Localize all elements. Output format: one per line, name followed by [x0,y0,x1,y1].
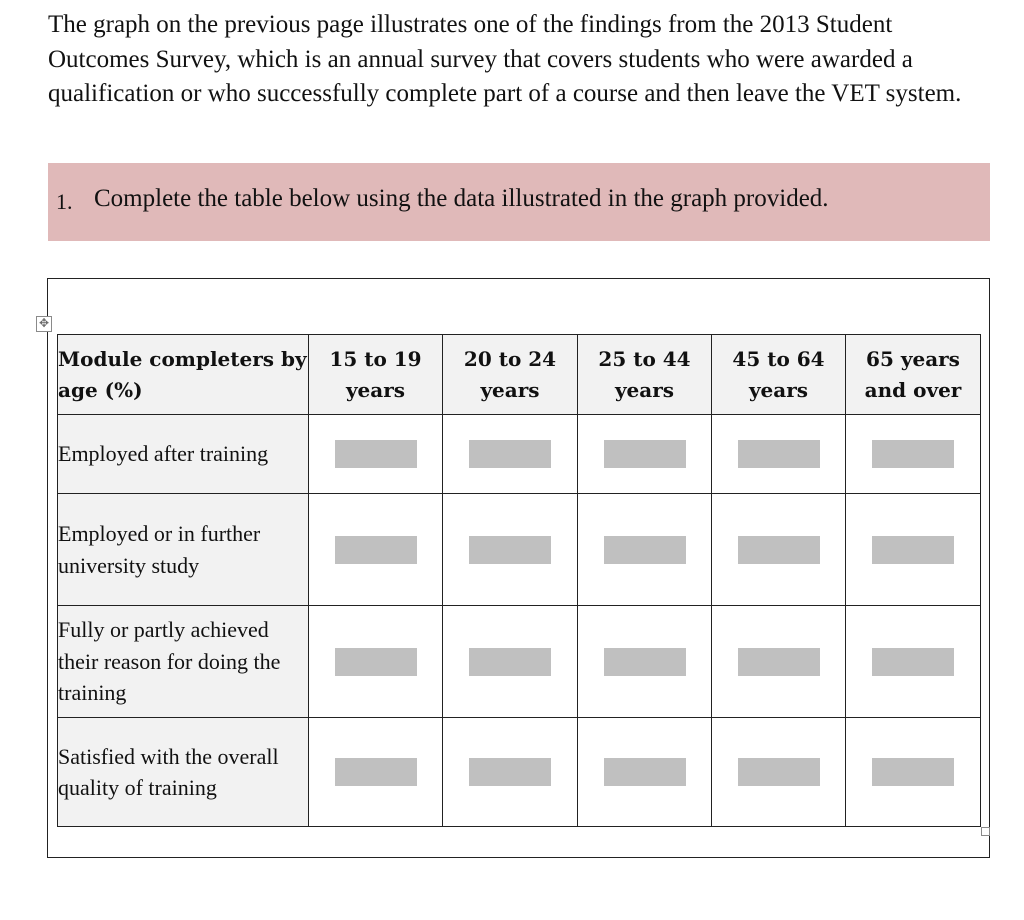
table-cell [443,494,578,606]
answer-field[interactable] [604,758,686,786]
table-row [58,494,981,606]
answer-field[interactable] [469,440,551,468]
answer-field[interactable] [469,536,551,564]
table-cell [578,606,712,718]
row-label-employed-or-study: Employed or in further university study [58,494,309,606]
table-cell [443,415,578,494]
intro-paragraph: The graph on the previous page illustrates one of the findings from the 2013 Student Outcomes Survey, which is an annual survey that covers students who were awarded a qualification or who successfully complete part of a course and then leave the VET system. [48,11,962,107]
table-cell [846,494,981,606]
task-number: 1. [56,189,73,214]
answer-field[interactable] [604,648,686,676]
table-cell [846,606,981,718]
answer-field[interactable] [738,440,820,468]
table-cell [712,415,846,494]
table-cell [309,606,443,718]
row-label-satisfied: Satisfied with the overall quality of training [58,718,309,827]
col-header-65-over: 65 years and over [846,335,981,415]
answer-field[interactable] [604,440,686,468]
answer-field[interactable] [335,648,417,676]
table-cell [846,718,981,827]
row-header-title: Module completers by age (%) [58,335,309,415]
answer-field[interactable] [335,536,417,564]
answer-field[interactable] [872,536,954,564]
answer-field[interactable] [738,758,820,786]
completers-table [57,334,981,827]
answer-field[interactable] [872,758,954,786]
table-resize-handle-icon[interactable] [981,827,990,836]
table-cell [309,494,443,606]
row-label-achieved-reason: Fully or partly achieved their reason for doing the training [58,606,309,718]
table-cell [712,494,846,606]
table-row [58,415,981,494]
table-move-handle-icon[interactable]: ✥ [36,316,52,332]
col-header-25-44: 25 to 44 years [578,335,712,415]
answer-field[interactable] [335,758,417,786]
col-header-45-64: 45 to 64 years [712,335,846,415]
answer-field[interactable] [335,440,417,468]
answer-field[interactable] [872,648,954,676]
answer-field[interactable] [469,758,551,786]
table-cell [578,415,712,494]
table-cell [846,415,981,494]
table-cell [309,415,443,494]
table-cell [443,718,578,827]
table-cell [712,718,846,827]
answer-field[interactable] [738,536,820,564]
col-header-20-24: 20 to 24 years [443,335,578,415]
table-header-row [58,335,981,415]
task-text: Complete the table below using the data illustrated in the graph provided. [94,185,829,212]
answer-field[interactable] [872,440,954,468]
answer-field[interactable] [469,648,551,676]
table-cell [578,718,712,827]
table-cell [578,494,712,606]
table-row [58,718,981,827]
table-cell [443,606,578,718]
row-label-employed: Employed after training [58,415,309,494]
col-header-15-19: 15 to 19 years [309,335,443,415]
table-cell [712,606,846,718]
answer-field[interactable] [738,648,820,676]
answer-field[interactable] [604,536,686,564]
table-row [58,606,981,718]
table-cell [309,718,443,827]
task-instruction-box [48,163,990,241]
